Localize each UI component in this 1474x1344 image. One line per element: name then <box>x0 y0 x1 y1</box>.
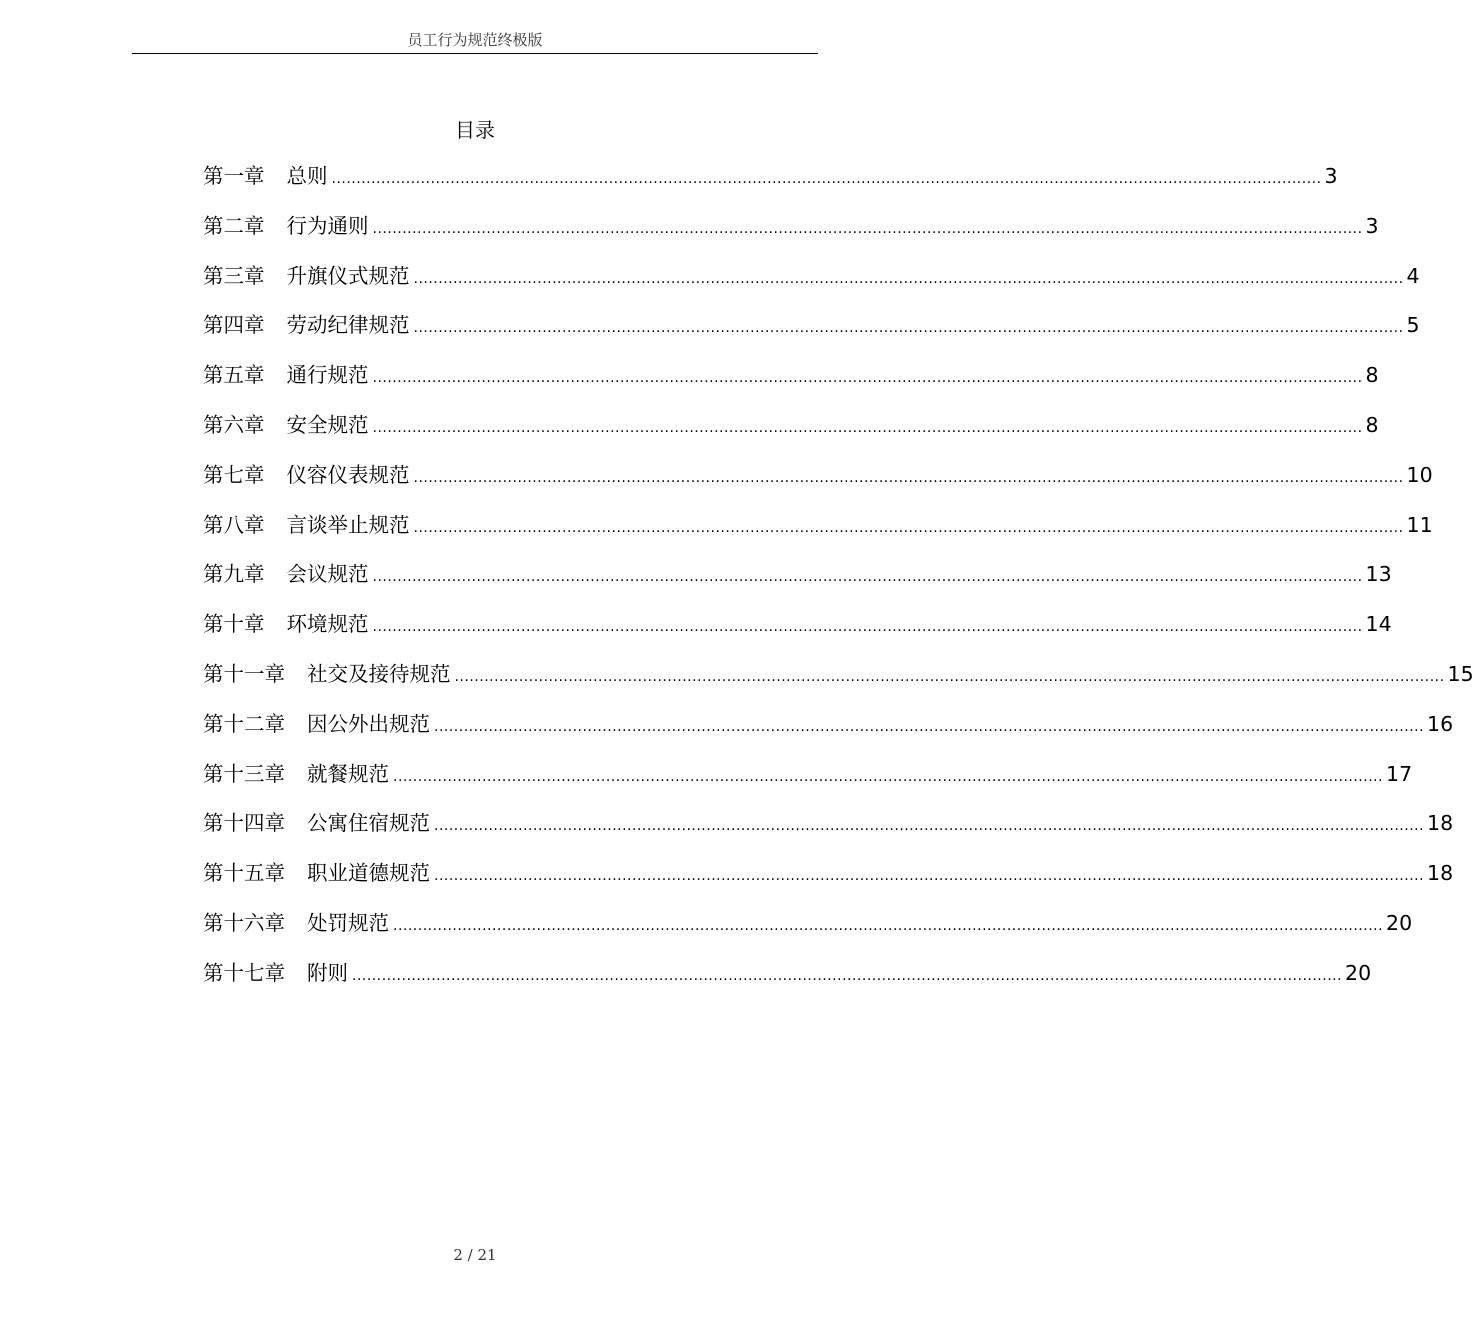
toc-page-number: 11 <box>1406 512 1433 537</box>
toc-chapter-number: 第九章 <box>203 562 265 587</box>
toc-page-number: 3 <box>1365 213 1379 238</box>
toc-page-number: 20 <box>1386 910 1413 935</box>
toc-chapter-number: 第十章 <box>203 612 265 637</box>
toc-chapter-name: 环境规范 <box>286 612 369 637</box>
toc-dot-leader: ........................................................................................................................................................................................................ <box>372 619 1363 636</box>
toc-entry[interactable] <box>203 208 1379 258</box>
toc-dot-leader: ........................................................................................................................................................................................................ <box>352 967 1343 984</box>
toc-dot-leader: ........................................................................................................................................................................................................ <box>372 370 1363 387</box>
toc-page-number: 18 <box>1427 811 1454 836</box>
toc-chapter-number: 第四章 <box>203 313 265 338</box>
toc-chapter-name: 处罚规范 <box>307 910 389 935</box>
toc-chapter-name: 劳动纪律规范 <box>286 313 410 338</box>
toc-entry[interactable] <box>203 656 1474 706</box>
toc-entry[interactable] <box>203 258 1420 308</box>
toc-entry[interactable] <box>203 556 1392 606</box>
toc-entry[interactable] <box>203 507 1433 557</box>
running-header: 员工行为规范终极版 <box>407 31 543 49</box>
toc-chapter-number: 第一章 <box>203 164 265 188</box>
toc-dot-leader: ........................................................................................................................................................................................................ <box>413 469 1404 486</box>
toc-page-number: 8 <box>1365 363 1379 388</box>
header-rule <box>132 53 818 54</box>
toc-page-number: 5 <box>1406 313 1420 338</box>
toc-dot-leader: ........................................................................................................................................................................................................ <box>413 320 1404 337</box>
toc-dot-leader: ........................................................................................................................................................................................................ <box>434 818 1425 835</box>
toc-dot-leader: ........................................................................................................................................................................................................ <box>372 220 1363 237</box>
toc-page-number: 10 <box>1406 462 1433 487</box>
table-of-contents <box>203 158 1474 1005</box>
toc-chapter-number: 第十五章 <box>203 861 285 886</box>
toc-page-number: 15 <box>1447 661 1474 686</box>
toc-page-number: 16 <box>1427 711 1454 736</box>
toc-chapter-name: 公寓住宿规范 <box>307 811 430 836</box>
toc-title: 目录 <box>455 118 495 142</box>
toc-chapter-name: 言谈举止规范 <box>286 512 410 537</box>
toc-page-number: 18 <box>1427 861 1454 886</box>
toc-dot-leader: ........................................................................................................................................................................................................ <box>454 668 1445 685</box>
toc-dot-leader: ........................................................................................................................................................................................................ <box>434 868 1425 885</box>
toc-chapter-name: 就餐规范 <box>307 761 389 786</box>
toc-entry[interactable] <box>203 606 1392 656</box>
toc-entry[interactable] <box>203 457 1433 507</box>
toc-chapter-number: 第八章 <box>203 512 265 537</box>
toc-dot-leader: ........................................................................................................................................................................................................ <box>413 270 1404 287</box>
toc-chapter-number: 第二章 <box>203 213 265 238</box>
toc-chapter-name: 总则 <box>286 164 328 188</box>
toc-chapter-number: 第十四章 <box>203 811 285 836</box>
toc-chapter-number: 第十七章 <box>203 960 285 985</box>
toc-chapter-name: 会议规范 <box>286 562 369 587</box>
toc-entry[interactable] <box>203 855 1454 905</box>
toc-entry[interactable] <box>203 706 1454 756</box>
toc-chapter-name: 安全规范 <box>286 412 369 437</box>
toc-dot-leader: ........................................................................................................................................................................................................ <box>372 419 1363 436</box>
toc-entry[interactable] <box>203 805 1454 855</box>
toc-chapter-number: 第五章 <box>203 363 265 388</box>
toc-dot-leader: ........................................................................................................................................................................................................ <box>372 569 1363 586</box>
toc-chapter-number: 第十一章 <box>203 661 285 686</box>
toc-page-number: 20 <box>1345 960 1372 985</box>
toc-page-number: 13 <box>1365 562 1392 587</box>
toc-page-number: 3 <box>1324 164 1338 188</box>
toc-chapter-number: 第十三章 <box>203 761 285 786</box>
toc-dot-leader: ........................................................................................................................................................................................................ <box>413 519 1404 536</box>
toc-chapter-name: 职业道德规范 <box>307 861 430 886</box>
toc-chapter-name: 升旗仪式规范 <box>286 263 410 288</box>
toc-entry[interactable] <box>203 756 1413 806</box>
toc-dot-leader: ........................................................................................................................................................................................................ <box>393 768 1384 785</box>
toc-entry[interactable] <box>203 407 1379 457</box>
toc-chapter-name: 社交及接待规范 <box>307 661 451 686</box>
toc-chapter-name: 通行规范 <box>286 363 369 388</box>
toc-chapter-name: 附则 <box>307 960 348 985</box>
toc-page-number: 14 <box>1365 612 1392 637</box>
toc-chapter-name: 仪容仪表规范 <box>286 462 410 487</box>
toc-page-number: 4 <box>1406 263 1420 288</box>
toc-page-number: 8 <box>1365 412 1379 437</box>
toc-entry[interactable] <box>203 955 1372 1005</box>
toc-chapter-number: 第十二章 <box>203 711 285 736</box>
toc-chapter-name: 因公外出规范 <box>307 711 430 736</box>
toc-chapter-number: 第十六章 <box>203 910 285 935</box>
toc-entry[interactable] <box>203 357 1379 407</box>
toc-entry[interactable] <box>203 307 1420 357</box>
page-number-footer: 2 / 21 <box>453 1246 497 1264</box>
toc-chapter-number: 第六章 <box>203 412 265 437</box>
toc-entry[interactable] <box>203 158 1338 208</box>
toc-page-number: 17 <box>1386 761 1413 786</box>
toc-dot-leader: ........................................................................................................................................................................................................ <box>434 718 1425 735</box>
toc-chapter-name: 行为通则 <box>286 213 369 238</box>
toc-dot-leader: ........................................................................................................................................................................................................ <box>393 917 1384 934</box>
toc-dot-leader: ........................................................................................................................................................................................................ <box>331 171 1322 187</box>
toc-entry[interactable] <box>203 905 1413 955</box>
toc-chapter-number: 第七章 <box>203 462 265 487</box>
toc-chapter-number: 第三章 <box>203 263 265 288</box>
